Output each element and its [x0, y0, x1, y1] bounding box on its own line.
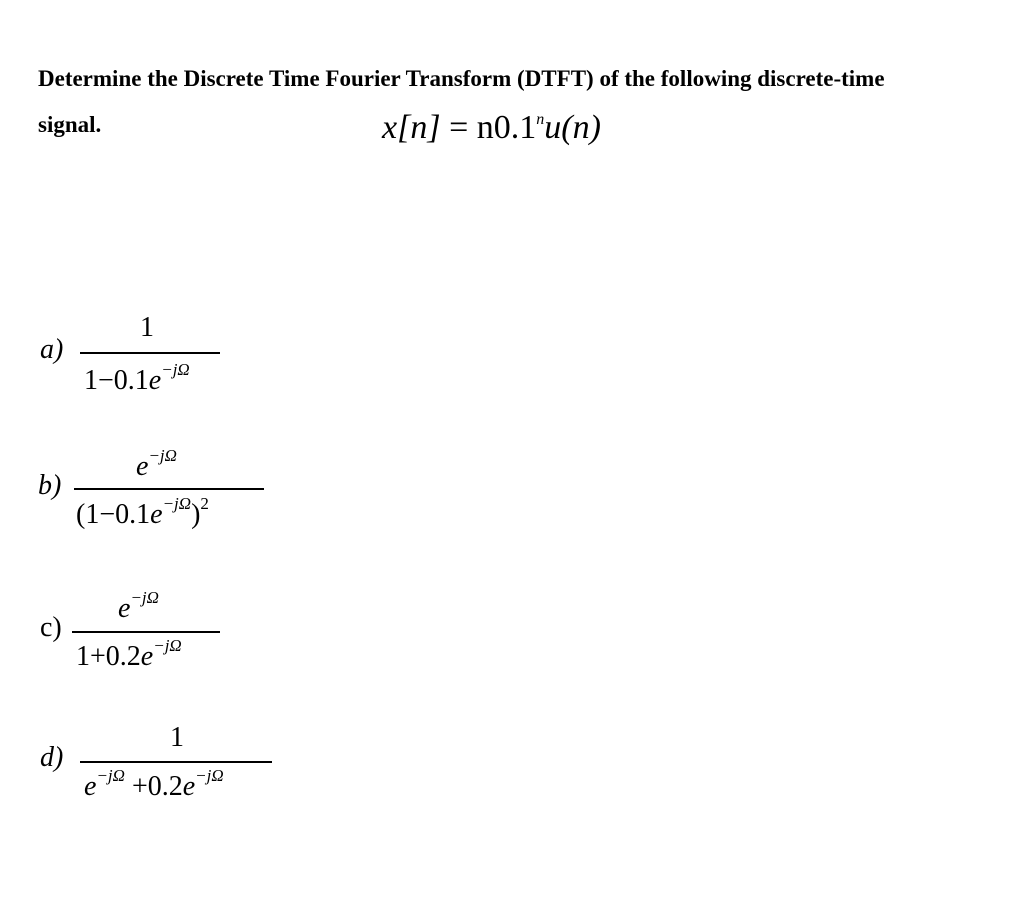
option-b-label: b): [38, 470, 62, 501]
question-text: [38, 64, 1018, 94]
question-line-2: signal.: [38, 112, 102, 137]
option-c-label: c): [40, 612, 62, 643]
option-d-denominator: $e^{-j\Omega} +0.2e^{-j\Omega}$: [84, 766, 224, 802]
signal-equals: =: [449, 109, 469, 146]
option-a-fraction-bar: [80, 352, 220, 354]
option-b-numerator: $e^{-j\Omega}$: [136, 446, 177, 482]
signal-rhs-tail: u(n): [544, 109, 601, 146]
option-a-label: a): [40, 334, 64, 365]
signal-lhs: x[n]: [382, 109, 441, 146]
question-line-1: Determine the Discrete Time Fourier Transform (DTFT) of the following discrete-time: [38, 66, 885, 91]
option-a-numerator: 1: [140, 312, 154, 343]
option-d-fraction-bar: [80, 761, 272, 763]
signal-equation: [382, 100, 601, 148]
option-c-numerator: $e^{-j\Omega}$: [118, 588, 159, 624]
option-d-numerator: 1: [170, 722, 184, 753]
option-d-label: d): [40, 742, 64, 773]
option-b-fraction-bar: [74, 488, 264, 490]
option-c-denominator: $1+0.2e^{-j\Omega}$: [76, 636, 182, 672]
signal-rhs-base: n0.1: [476, 109, 537, 146]
signal-rhs-exponent: n: [536, 111, 545, 128]
option-b-denominator: $(1-0.1e^{-j\Omega})^2$: [76, 494, 209, 530]
option-a-denominator: $1-0.1e^{-j\Omega}$: [84, 360, 190, 396]
option-c-fraction-bar: [72, 631, 220, 633]
